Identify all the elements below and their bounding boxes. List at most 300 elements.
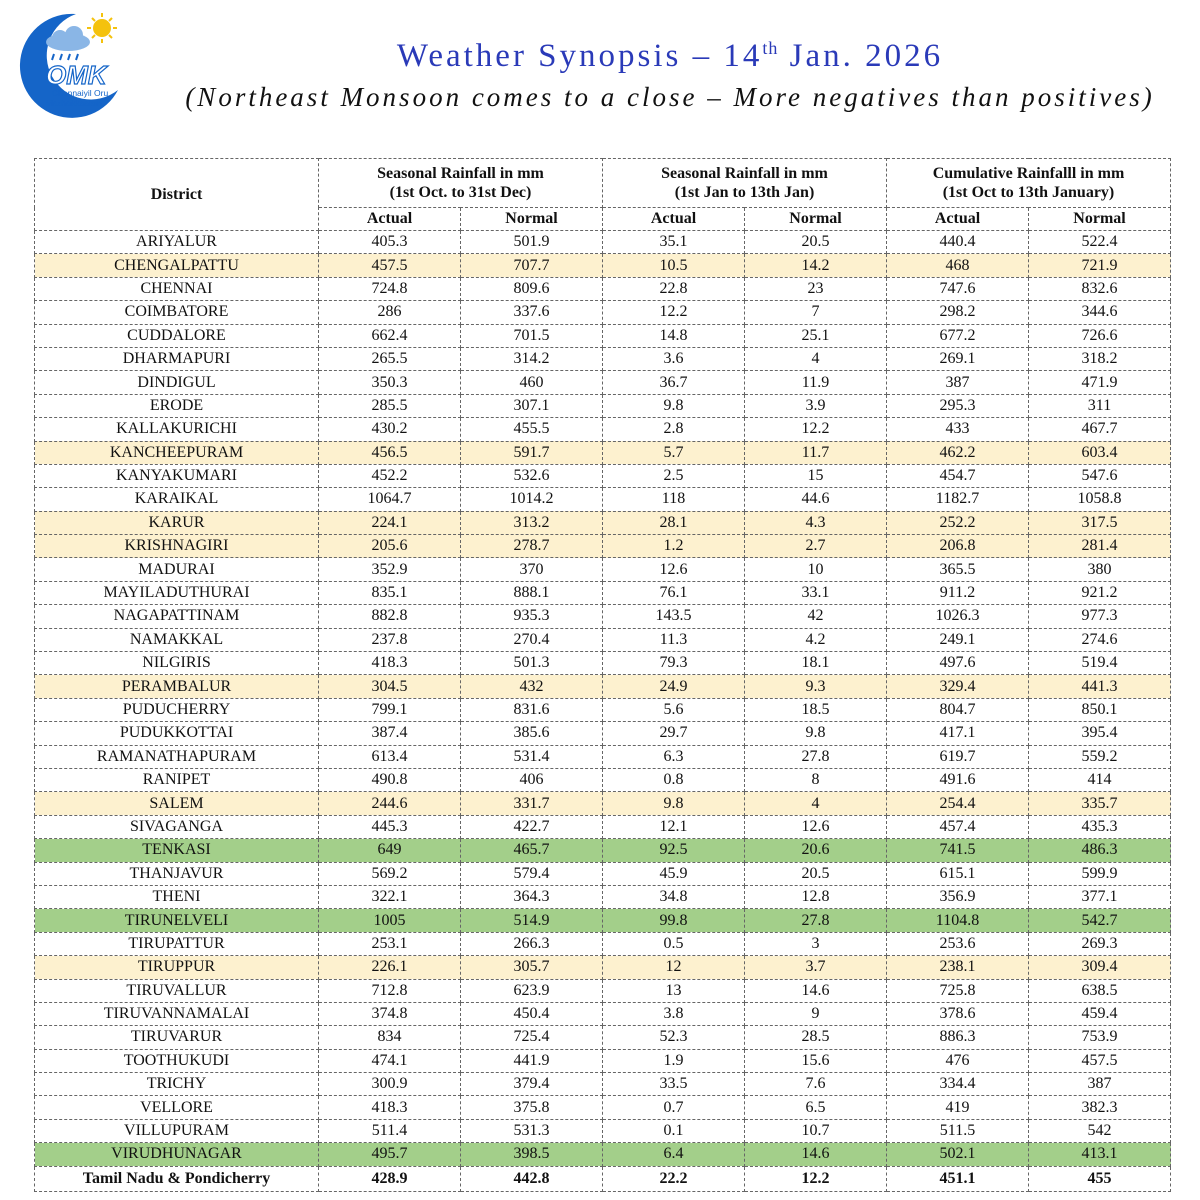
- value-cell: 12.1: [603, 815, 745, 838]
- district-cell: PUDUCHERRY: [35, 698, 319, 721]
- value-cell: 12.8: [745, 885, 887, 908]
- value-cell: 804.7: [887, 698, 1029, 721]
- page-title: [150, 28, 1190, 76]
- value-cell: 33.5: [603, 1073, 745, 1096]
- value-cell: 305.7: [461, 956, 603, 979]
- value-cell: 387: [887, 371, 1029, 394]
- sub-header: Actual: [603, 208, 745, 231]
- value-cell: 452.2: [319, 464, 461, 487]
- district-cell: NAMAKKAL: [35, 628, 319, 651]
- district-cell: TIRUPPUR: [35, 956, 319, 979]
- district-cell: NAGAPATTINAM: [35, 605, 319, 628]
- sub-header: Normal: [1029, 208, 1171, 231]
- value-cell: 374.8: [319, 1002, 461, 1025]
- value-cell: 378.6: [887, 1002, 1029, 1025]
- value-cell: 9.8: [603, 792, 745, 815]
- group-header-line2: (1st Oct. to 31st Dec): [389, 184, 532, 201]
- value-cell: 501.9: [461, 231, 603, 254]
- value-cell: 335.7: [1029, 792, 1171, 815]
- value-cell: 1104.8: [887, 909, 1029, 932]
- group-header-line2: (1st Jan to 13th Jan): [674, 184, 815, 201]
- value-cell: 559.2: [1029, 745, 1171, 768]
- value-cell: 34.8: [603, 885, 745, 908]
- table-row: [35, 839, 1171, 862]
- value-cell: 882.8: [319, 605, 461, 628]
- value-cell: 0.7: [603, 1096, 745, 1119]
- value-cell: 300.9: [319, 1073, 461, 1096]
- value-cell: 23: [745, 277, 887, 300]
- value-cell: 9: [745, 1002, 887, 1025]
- table-row: [35, 324, 1171, 347]
- value-cell: 76.1: [603, 581, 745, 604]
- value-cell: 18.5: [745, 698, 887, 721]
- district-cell: KANYAKUMARI: [35, 464, 319, 487]
- logo-initials: OMK: [46, 60, 107, 90]
- value-cell: 14.8: [603, 324, 745, 347]
- district-cell: VIRUDHUNAGAR: [35, 1143, 319, 1166]
- value-cell: 337.6: [461, 301, 603, 324]
- value-cell: 418.3: [319, 1096, 461, 1119]
- value-cell: 419: [887, 1096, 1029, 1119]
- value-cell: 911.2: [887, 581, 1029, 604]
- value-cell: 224.1: [319, 511, 461, 534]
- district-header: District: [35, 159, 319, 231]
- value-cell: 921.2: [1029, 581, 1171, 604]
- value-cell: 649: [319, 839, 461, 862]
- total-value-cell: 12.2: [745, 1166, 887, 1191]
- value-cell: 33.1: [745, 581, 887, 604]
- value-cell: 334.4: [887, 1073, 1029, 1096]
- value-cell: 725.8: [887, 979, 1029, 1002]
- value-cell: 514.9: [461, 909, 603, 932]
- value-cell: 747.6: [887, 277, 1029, 300]
- value-cell: 274.6: [1029, 628, 1171, 651]
- value-cell: 331.7: [461, 792, 603, 815]
- group-header-line1: Seasonal Rainfall in mm: [661, 165, 828, 182]
- value-cell: 356.9: [887, 885, 1029, 908]
- value-cell: 237.8: [319, 628, 461, 651]
- value-cell: 18.1: [745, 652, 887, 675]
- value-cell: 406: [461, 768, 603, 791]
- logo-line2: Mazhaikkaalam: [46, 99, 102, 108]
- value-cell: 547.6: [1029, 464, 1171, 487]
- value-cell: 12.6: [603, 558, 745, 581]
- value-cell: 701.5: [461, 324, 603, 347]
- value-cell: 753.9: [1029, 1026, 1171, 1049]
- value-cell: 599.9: [1029, 862, 1171, 885]
- table-row: [35, 464, 1171, 487]
- value-cell: 726.6: [1029, 324, 1171, 347]
- value-cell: 344.6: [1029, 301, 1171, 324]
- table-row: [35, 277, 1171, 300]
- value-cell: 309.4: [1029, 956, 1171, 979]
- value-cell: 0.5: [603, 932, 745, 955]
- value-cell: 1182.7: [887, 488, 1029, 511]
- value-cell: 52.3: [603, 1026, 745, 1049]
- table-row: [35, 488, 1171, 511]
- value-cell: 1064.7: [319, 488, 461, 511]
- value-cell: 502.1: [887, 1143, 1029, 1166]
- value-cell: 725.4: [461, 1026, 603, 1049]
- value-cell: 6.4: [603, 1143, 745, 1166]
- value-cell: 417.1: [887, 722, 1029, 745]
- value-cell: 497.6: [887, 652, 1029, 675]
- value-cell: 511.5: [887, 1119, 1029, 1142]
- value-cell: 542: [1029, 1119, 1171, 1142]
- district-cell: MAYILADUTHURAI: [35, 581, 319, 604]
- value-cell: 352.9: [319, 558, 461, 581]
- district-cell: KALLAKURICHI: [35, 418, 319, 441]
- value-cell: 118: [603, 488, 745, 511]
- table-row: [35, 1096, 1171, 1119]
- value-cell: 253.6: [887, 932, 1029, 955]
- value-cell: 486.3: [1029, 839, 1171, 862]
- table-row: [35, 441, 1171, 464]
- value-cell: 432: [461, 675, 603, 698]
- district-cell: DHARMAPURI: [35, 347, 319, 370]
- district-cell: COIMBATORE: [35, 301, 319, 324]
- value-cell: 253.1: [319, 932, 461, 955]
- value-cell: 249.1: [887, 628, 1029, 651]
- value-cell: 623.9: [461, 979, 603, 1002]
- value-cell: 14.6: [745, 1143, 887, 1166]
- district-cell: TIRUVANNAMALAI: [35, 1002, 319, 1025]
- district-cell: CHENGALPATTU: [35, 254, 319, 277]
- table-row: [35, 511, 1171, 534]
- table-row: [35, 722, 1171, 745]
- table-row: [35, 862, 1171, 885]
- value-cell: 44.6: [745, 488, 887, 511]
- value-cell: 418.3: [319, 652, 461, 675]
- value-cell: 244.6: [319, 792, 461, 815]
- group-header-line1: Cumulative Rainfalll in mm: [932, 165, 1125, 182]
- table-row: [35, 301, 1171, 324]
- value-cell: 79.3: [603, 652, 745, 675]
- group-header-jan: [603, 159, 887, 208]
- value-cell: 799.1: [319, 698, 461, 721]
- table-row: [35, 675, 1171, 698]
- value-cell: 462.2: [887, 441, 1029, 464]
- table-row: [35, 956, 1171, 979]
- value-cell: 254.4: [887, 792, 1029, 815]
- value-cell: 11.9: [745, 371, 887, 394]
- district-cell: RANIPET: [35, 768, 319, 791]
- district-cell: NILGIRIS: [35, 652, 319, 675]
- group-header-cumulative: [887, 159, 1171, 208]
- value-cell: 9.8: [603, 394, 745, 417]
- value-cell: 329.4: [887, 675, 1029, 698]
- district-cell: CUDDALORE: [35, 324, 319, 347]
- value-cell: 286: [319, 301, 461, 324]
- table-row: [35, 371, 1171, 394]
- value-cell: 12.2: [745, 418, 887, 441]
- value-cell: 569.2: [319, 862, 461, 885]
- value-cell: 662.4: [319, 324, 461, 347]
- value-cell: 414: [1029, 768, 1171, 791]
- table-row: [35, 768, 1171, 791]
- value-cell: 724.8: [319, 277, 461, 300]
- value-cell: 2.8: [603, 418, 745, 441]
- value-cell: 1058.8: [1029, 488, 1171, 511]
- table-row: [35, 418, 1171, 441]
- value-cell: 206.8: [887, 535, 1029, 558]
- value-cell: 519.4: [1029, 652, 1171, 675]
- value-cell: 365.5: [887, 558, 1029, 581]
- value-cell: 1026.3: [887, 605, 1029, 628]
- value-cell: 977.3: [1029, 605, 1171, 628]
- table-row: [35, 394, 1171, 417]
- table-row: [35, 652, 1171, 675]
- value-cell: 14.2: [745, 254, 887, 277]
- value-cell: 24.9: [603, 675, 745, 698]
- district-cell: TIRUPATTUR: [35, 932, 319, 955]
- value-cell: 5.6: [603, 698, 745, 721]
- district-cell: PUDUKKOTTAI: [35, 722, 319, 745]
- value-cell: 542.7: [1029, 909, 1171, 932]
- value-cell: 1.9: [603, 1049, 745, 1072]
- value-cell: 4.3: [745, 511, 887, 534]
- value-cell: 314.2: [461, 347, 603, 370]
- district-cell: KRISHNAGIRI: [35, 535, 319, 558]
- value-cell: 27.8: [745, 909, 887, 932]
- value-cell: 265.5: [319, 347, 461, 370]
- value-cell: 603.4: [1029, 441, 1171, 464]
- value-cell: 613.4: [319, 745, 461, 768]
- total-value-cell: 451.1: [887, 1166, 1029, 1191]
- value-cell: 364.3: [461, 885, 603, 908]
- sun-shape: [93, 19, 111, 37]
- value-cell: 591.7: [461, 441, 603, 464]
- value-cell: 834: [319, 1026, 461, 1049]
- value-cell: 28.1: [603, 511, 745, 534]
- value-cell: 886.3: [887, 1026, 1029, 1049]
- table-row: [35, 698, 1171, 721]
- value-cell: 318.2: [1029, 347, 1171, 370]
- value-cell: 413.1: [1029, 1143, 1171, 1166]
- value-cell: 476: [887, 1049, 1029, 1072]
- value-cell: 25.1: [745, 324, 887, 347]
- value-cell: 9.3: [745, 675, 887, 698]
- table-row: [35, 254, 1171, 277]
- value-cell: 35.1: [603, 231, 745, 254]
- value-cell: 471.9: [1029, 371, 1171, 394]
- value-cell: 4.2: [745, 628, 887, 651]
- value-cell: 3.7: [745, 956, 887, 979]
- value-cell: 20.5: [745, 862, 887, 885]
- value-cell: 36.7: [603, 371, 745, 394]
- value-cell: 269.3: [1029, 932, 1171, 955]
- total-value-cell: 442.8: [461, 1166, 603, 1191]
- value-cell: 531.3: [461, 1119, 603, 1142]
- value-cell: 445.3: [319, 815, 461, 838]
- sub-header: Normal: [461, 208, 603, 231]
- value-cell: 2.7: [745, 535, 887, 558]
- table-row: [35, 1049, 1171, 1072]
- value-cell: 457.5: [319, 254, 461, 277]
- table-row: [35, 628, 1171, 651]
- title-sup: th: [762, 38, 779, 58]
- total-label: Tamil Nadu & Pondicherry: [35, 1166, 319, 1191]
- value-cell: 29.7: [603, 722, 745, 745]
- value-cell: 12.6: [745, 815, 887, 838]
- district-cell: TENKASI: [35, 839, 319, 862]
- value-cell: 495.7: [319, 1143, 461, 1166]
- value-cell: 370: [461, 558, 603, 581]
- value-cell: 377.1: [1029, 885, 1171, 908]
- value-cell: 405.3: [319, 231, 461, 254]
- value-cell: 457.5: [1029, 1049, 1171, 1072]
- value-cell: 2.5: [603, 464, 745, 487]
- value-cell: 10: [745, 558, 887, 581]
- table-body: [35, 231, 1171, 1192]
- rainfall-table: [34, 158, 1171, 1192]
- group-header-line2: (1st Oct to 13th January): [942, 184, 1115, 201]
- district-cell: KANCHEEPURAM: [35, 441, 319, 464]
- table-row: [35, 1026, 1171, 1049]
- value-cell: 465.7: [461, 839, 603, 862]
- omk-logo: [6, 8, 124, 120]
- sub-header: Actual: [887, 208, 1029, 231]
- value-cell: 490.8: [319, 768, 461, 791]
- value-cell: 430.2: [319, 418, 461, 441]
- value-cell: 531.4: [461, 745, 603, 768]
- table-row: [35, 745, 1171, 768]
- value-cell: 395.4: [1029, 722, 1171, 745]
- value-cell: 468: [887, 254, 1029, 277]
- district-cell: THENI: [35, 885, 319, 908]
- value-cell: 460: [461, 371, 603, 394]
- value-cell: 7: [745, 301, 887, 324]
- value-cell: 467.7: [1029, 418, 1171, 441]
- district-cell: SALEM: [35, 792, 319, 815]
- value-cell: 311: [1029, 394, 1171, 417]
- value-cell: 0.8: [603, 768, 745, 791]
- table-row: [35, 885, 1171, 908]
- value-cell: 387: [1029, 1073, 1171, 1096]
- value-cell: 3.8: [603, 1002, 745, 1025]
- value-cell: 15: [745, 464, 887, 487]
- table-row: [35, 581, 1171, 604]
- value-cell: 3: [745, 932, 887, 955]
- value-cell: 6.3: [603, 745, 745, 768]
- value-cell: 92.5: [603, 839, 745, 862]
- value-cell: 832.6: [1029, 277, 1171, 300]
- value-cell: 456.5: [319, 441, 461, 464]
- district-cell: VILLUPURAM: [35, 1119, 319, 1142]
- value-cell: 455.5: [461, 418, 603, 441]
- value-cell: 440.4: [887, 231, 1029, 254]
- value-cell: 850.1: [1029, 698, 1171, 721]
- value-cell: 13: [603, 979, 745, 1002]
- value-cell: 22.8: [603, 277, 745, 300]
- value-cell: 1.2: [603, 535, 745, 558]
- district-cell: THANJAVUR: [35, 862, 319, 885]
- value-cell: 226.1: [319, 956, 461, 979]
- value-cell: 441.3: [1029, 675, 1171, 698]
- table-row: [35, 1002, 1171, 1025]
- value-cell: 380: [1029, 558, 1171, 581]
- value-cell: 270.4: [461, 628, 603, 651]
- total-value-cell: 22.2: [603, 1166, 745, 1191]
- value-cell: 14.6: [745, 979, 887, 1002]
- value-cell: 809.6: [461, 277, 603, 300]
- district-cell: VELLORE: [35, 1096, 319, 1119]
- value-cell: 831.6: [461, 698, 603, 721]
- value-cell: 0.1: [603, 1119, 745, 1142]
- table-row: [35, 605, 1171, 628]
- table-row: [35, 1073, 1171, 1096]
- value-cell: 350.3: [319, 371, 461, 394]
- title-main: Weather Synopsis – 14: [396, 38, 763, 74]
- value-cell: 313.2: [461, 511, 603, 534]
- value-cell: 422.7: [461, 815, 603, 838]
- value-cell: 3.6: [603, 347, 745, 370]
- value-cell: 15.6: [745, 1049, 887, 1072]
- table-row: [35, 932, 1171, 955]
- district-cell: CHENNAI: [35, 277, 319, 300]
- table-row: [35, 347, 1171, 370]
- value-cell: 511.4: [319, 1119, 461, 1142]
- value-cell: 285.5: [319, 394, 461, 417]
- value-cell: 42: [745, 605, 887, 628]
- district-cell: TOOTHUKUDI: [35, 1049, 319, 1072]
- value-cell: 1005: [319, 909, 461, 932]
- value-cell: 375.8: [461, 1096, 603, 1119]
- value-cell: 238.1: [887, 956, 1029, 979]
- value-cell: 9.8: [745, 722, 887, 745]
- value-cell: 457.4: [887, 815, 1029, 838]
- district-cell: DINDIGUL: [35, 371, 319, 394]
- district-cell: KARAIKAL: [35, 488, 319, 511]
- header: [150, 28, 1190, 114]
- value-cell: 835.1: [319, 581, 461, 604]
- value-cell: 10.5: [603, 254, 745, 277]
- table-row: [35, 1143, 1171, 1166]
- title-tail: Jan. 2026: [778, 38, 944, 74]
- value-cell: 3.9: [745, 394, 887, 417]
- value-cell: 304.5: [319, 675, 461, 698]
- value-cell: 522.4: [1029, 231, 1171, 254]
- table-row: [35, 792, 1171, 815]
- value-cell: 398.5: [461, 1143, 603, 1166]
- table-row: [35, 558, 1171, 581]
- value-cell: 454.7: [887, 464, 1029, 487]
- table-row: [35, 231, 1171, 254]
- table-row: [35, 1119, 1171, 1142]
- value-cell: 252.2: [887, 511, 1029, 534]
- value-cell: 12: [603, 956, 745, 979]
- value-cell: 532.6: [461, 464, 603, 487]
- value-cell: 317.5: [1029, 511, 1171, 534]
- table-row: [35, 535, 1171, 558]
- value-cell: 615.1: [887, 862, 1029, 885]
- value-cell: 45.9: [603, 862, 745, 885]
- value-cell: 266.3: [461, 932, 603, 955]
- value-cell: 8: [745, 768, 887, 791]
- table-header: [35, 159, 1171, 231]
- value-cell: 7.6: [745, 1073, 887, 1096]
- district-cell: PERAMBALUR: [35, 675, 319, 698]
- table-row: [35, 909, 1171, 932]
- value-cell: 10.7: [745, 1119, 887, 1142]
- district-cell: TIRUVALLUR: [35, 979, 319, 1002]
- value-cell: 269.1: [887, 347, 1029, 370]
- group-header-oct-dec: [319, 159, 603, 208]
- value-cell: 638.5: [1029, 979, 1171, 1002]
- value-cell: 12.2: [603, 301, 745, 324]
- value-cell: 28.5: [745, 1026, 887, 1049]
- district-cell: TRICHY: [35, 1073, 319, 1096]
